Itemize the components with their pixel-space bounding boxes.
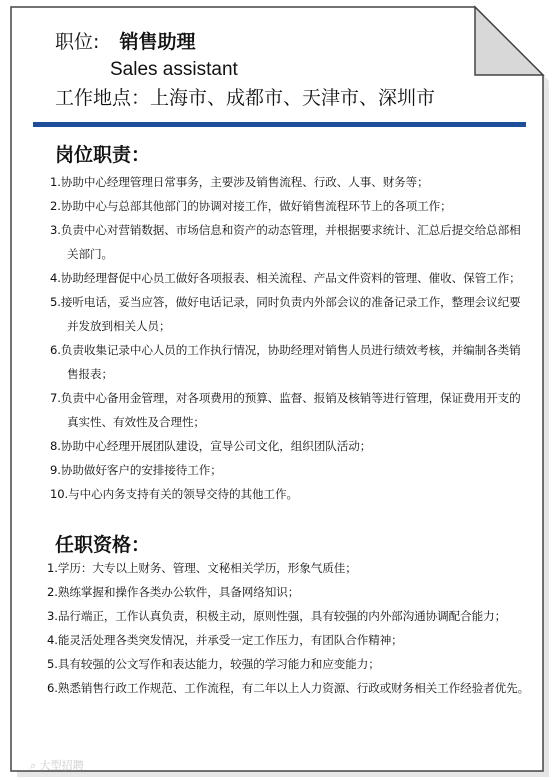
qualifications-title: 任职资格： <box>55 534 151 556</box>
list-item: 7.负责中心备用金管理，对各项费用的预算、监督、报销及核销等进行管理，保证费用开支的真实性、有效性及合理性； <box>50 391 521 429</box>
list-item: 3.品行端正，工作认真负责，积极主动，原则性强，具有较强的内外部沟通协调配合能力； <box>47 609 507 623</box>
list-item: 1.学历：大专以上财务、管理、文秘相关学历，形象气质佳； <box>47 561 357 575</box>
list-item: 6.负责收集记录中心人员的工作执行情况，协助经理对销售人员进行绩效考核，并编制各类销售报表； <box>50 343 521 381</box>
watermark <box>30 757 84 773</box>
list-item: 2.协助中心与总部其他部门的协调对接工作，做好销售流程环节上的各项工作； <box>50 199 452 213</box>
list-item: 9.协助做好客户的安排接待工作； <box>50 463 222 477</box>
position-english: Sales assistant <box>110 59 238 80</box>
list-item: 4.协助经理督促中心员工做好各项报表、相关流程、产品文件资料的管理、催收、保管工作； <box>50 271 521 285</box>
position-line <box>55 28 475 56</box>
header-divider <box>33 122 526 127</box>
folded-corner <box>475 7 543 75</box>
responsibilities-list <box>50 170 528 506</box>
watermark-logo-icon: ⌕ <box>30 759 37 772</box>
list-item: 2.熟练掌握和操作各类办公软件，具备网络知识； <box>47 585 300 599</box>
list-item: 6.熟悉销售行政工作规范、工作流程，有二年以上人力资源、行政或财务相关工作经验者优先。 <box>47 681 530 695</box>
qualifications-list <box>47 556 531 700</box>
list-item: 8.协助中心经理开展团队建设，宣导公司文化，组织团队活动； <box>50 439 372 453</box>
list-item: 1.协助中心经理管理日常事务，主要涉及销售流程、行政、人事、财务等； <box>50 175 429 189</box>
responsibilities-title: 岗位职责： <box>55 144 151 166</box>
list-item: 5.接听电话，妥当应答，做好电话记录，同时负责内外部会议的准备记录工作，整理会议纪要并发放到相关人员； <box>50 295 521 333</box>
list-item: 3.负责中心对营销数据、市场信息和资产的动态管理，并根据要求统计、汇总后提交给总部相关部门。 <box>50 223 521 261</box>
list-item: 10.与中心内务支持有关的领导交待的其他工作。 <box>50 487 299 501</box>
position-value: 销售助理 <box>119 31 196 53</box>
location-line: 工作地点：上海市、成都市、天津市、深圳市 <box>55 87 436 109</box>
position-label: 职位: <box>55 31 100 53</box>
watermark-text: 大型招聘 <box>39 759 84 772</box>
list-item: 5.具有较强的公文写作和表达能力，较强的学习能力和应变能力； <box>47 657 380 671</box>
list-item: 4.能灵活处理各类突发情况，并承受一定工作压力，有团队合作精神； <box>47 633 403 647</box>
header <box>55 28 475 112</box>
